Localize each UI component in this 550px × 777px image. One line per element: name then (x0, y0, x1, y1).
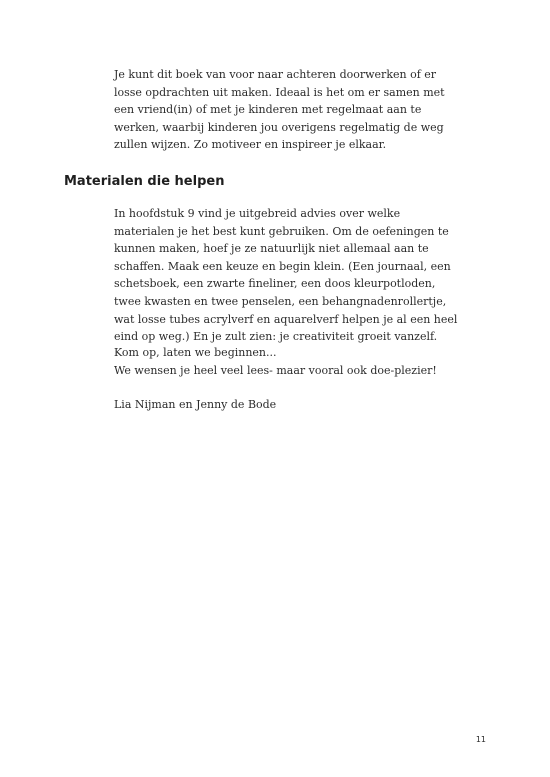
page-number: 11 (475, 735, 486, 744)
text-line: werken, waarbij kinderen jou overigens regelmatig de weg (114, 120, 444, 134)
text-line: In hoofdstuk 9 vind je uitgebreid advies over welke (114, 207, 401, 220)
text-line: materialen je het best kunt gebruiken. Om de oefeningen te (114, 224, 449, 238)
text-line: kunnen maken, hoef je ze natuurlijk niet allemaal aan te (114, 242, 429, 256)
text-line: Je kunt dit boek van voor naar achteren doorwerken of er (114, 68, 437, 81)
signature-text: Lia Nijman en Jenny de Bode (114, 398, 277, 411)
text-line: losse opdrachten uit maken. Ideaal is het om er samen met (114, 85, 445, 99)
text-line: eind op weg.) En je zult zien: je creativiteit groeit vanzelf. (114, 330, 438, 344)
text-line: zullen wijzen. Zo motiveer en inspireer je elkaar. (114, 138, 387, 152)
section-heading: Materialen die helpen (64, 174, 225, 189)
text-line: schetsboek, een zwarte fineliner, een doos kleurpotloden, (114, 277, 436, 291)
text-line: een vriend(in) of met je kinderen met regelmaat aan te (114, 103, 422, 117)
text-line: twee kwasten en twee penselen, een behangnadenrollertje, (114, 294, 447, 308)
materials-paragraph (114, 205, 458, 346)
text-line: We wensen je heel veel lees- maar vooral ook doe-plezier! (114, 363, 437, 377)
text-line: wat losse tubes acrylverf en aquarelverf helpen je al een heel (114, 312, 458, 326)
text-line: Kom op, laten we beginnen... (114, 346, 277, 359)
author-signature (114, 396, 434, 414)
text-line: schaffen. Maak een keuze en begin klein. (Een journaal, een (114, 259, 451, 273)
intro-paragraph (114, 66, 445, 154)
closing-paragraph (114, 344, 437, 379)
